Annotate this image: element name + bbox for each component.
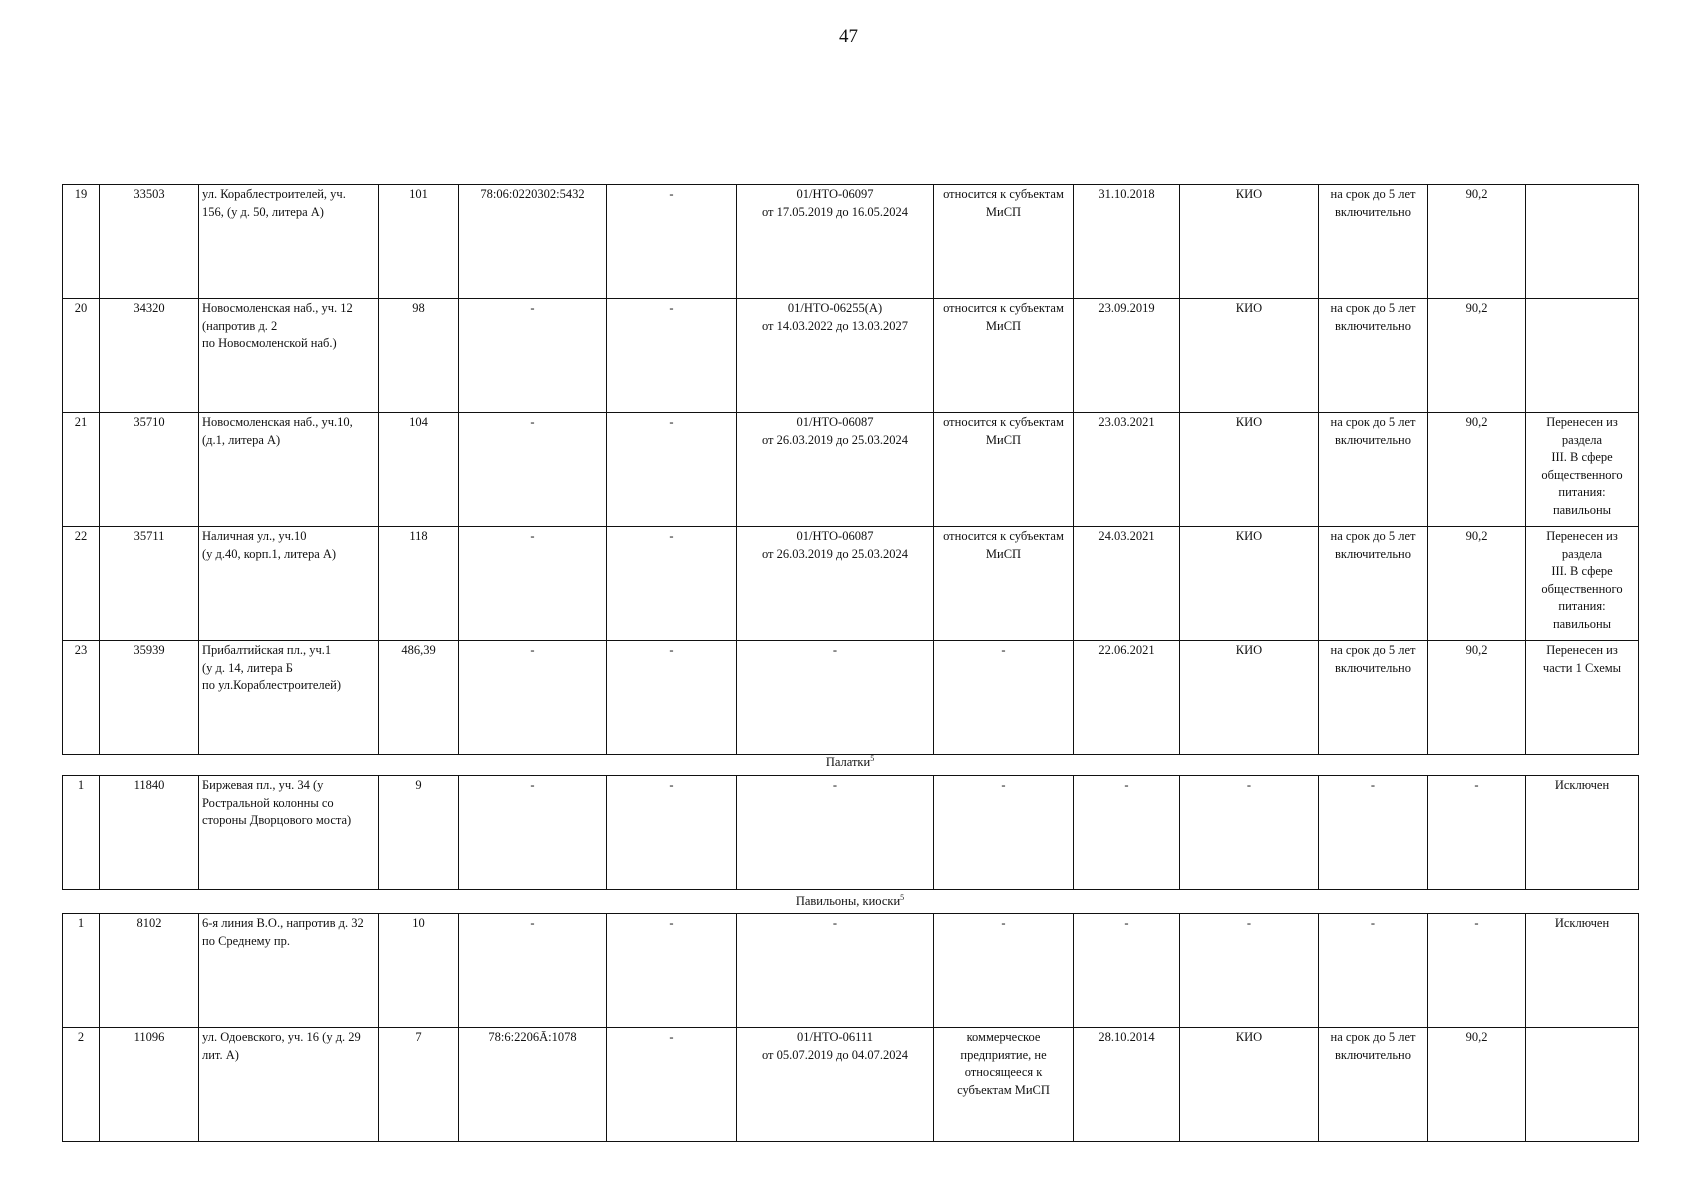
cell-address: Наличная ул., уч.10 (у д.40, корп.1, литера А) bbox=[199, 527, 379, 641]
cell-area: 10 bbox=[379, 914, 459, 1028]
cell-term: на срок до 5 лет включительно bbox=[1319, 299, 1428, 413]
cell-contract: 01/НТО-06111 от 05.07.2019 до 04.07.2024 bbox=[737, 1028, 934, 1142]
cell-cadastral-number: - bbox=[459, 299, 607, 413]
cell-col-6: - bbox=[607, 1028, 737, 1142]
cell-col-6: - bbox=[607, 641, 737, 755]
cell-smsp-status: относится к субъектам МиСП bbox=[934, 299, 1074, 413]
cell-note: Исключен bbox=[1526, 776, 1639, 890]
table-row bbox=[63, 1028, 1639, 1142]
table-row bbox=[63, 914, 1639, 1028]
cell-address: 6-я линия В.О., напротив д. 32 по Среднему пр. bbox=[199, 914, 379, 1028]
cell-cadastral-number: 78:6:2206Ā:1078 bbox=[459, 1028, 607, 1142]
cell-col-6: - bbox=[607, 185, 737, 299]
cell-address: Новосмоленская наб., уч. 12 (напротив д. 2 по Новосмоленской наб.) bbox=[199, 299, 379, 413]
cell-col-6: - bbox=[607, 776, 737, 890]
cell-object-code: 33503 bbox=[100, 185, 199, 299]
cell-authority: КИО bbox=[1180, 413, 1319, 527]
cell-cadastral-number: - bbox=[459, 527, 607, 641]
cell-area: 104 bbox=[379, 413, 459, 527]
cell-cadastral-number: - bbox=[459, 413, 607, 527]
cell-authority: - bbox=[1180, 914, 1319, 1028]
cell-cadastral-number: - bbox=[459, 641, 607, 755]
footnote-marker: 5 bbox=[870, 753, 875, 763]
cell-note bbox=[1526, 299, 1639, 413]
cell-date: 22.06.2021 bbox=[1074, 641, 1180, 755]
cell-authority: - bbox=[1180, 776, 1319, 890]
cell-row-number: 22 bbox=[63, 527, 100, 641]
cell-area: 98 bbox=[379, 299, 459, 413]
cell-area: 101 bbox=[379, 185, 459, 299]
cell-date: 23.03.2021 bbox=[1074, 413, 1180, 527]
cell-term: на срок до 5 лет включительно bbox=[1319, 413, 1428, 527]
cell-date: 23.09.2019 bbox=[1074, 299, 1180, 413]
cell-note: Перенесен из раздела III. В сфере общественного питания: павильоны bbox=[1526, 413, 1639, 527]
cell-cadastral-number: 78:06:0220302:5432 bbox=[459, 185, 607, 299]
cell-object-code: 34320 bbox=[100, 299, 199, 413]
cell-area: 486,39 bbox=[379, 641, 459, 755]
cell-smsp-status: - bbox=[934, 776, 1074, 890]
objects-table-tents bbox=[62, 775, 1639, 890]
table-row bbox=[63, 299, 1639, 413]
cell-price: 90,2 bbox=[1428, 413, 1526, 527]
cell-contract: - bbox=[737, 641, 934, 755]
cell-area: 7 bbox=[379, 1028, 459, 1142]
cell-price: 90,2 bbox=[1428, 527, 1526, 641]
cell-object-code: 35939 bbox=[100, 641, 199, 755]
table-row bbox=[63, 641, 1639, 755]
cell-address: ул. Кораблестроителей, уч. 156, (у д. 50, литера А) bbox=[199, 185, 379, 299]
cell-term: на срок до 5 лет включительно bbox=[1319, 185, 1428, 299]
cell-row-number: 1 bbox=[63, 776, 100, 890]
cell-row-number: 1 bbox=[63, 914, 100, 1028]
section-title-pavilions bbox=[62, 893, 1638, 909]
cell-object-code: 11840 bbox=[100, 776, 199, 890]
cell-col-6: - bbox=[607, 914, 737, 1028]
cell-row-number: 21 bbox=[63, 413, 100, 527]
cell-term: на срок до 5 лет включительно bbox=[1319, 1028, 1428, 1142]
cell-smsp-status: относится к субъектам МиСП bbox=[934, 413, 1074, 527]
cell-contract: 01/НТО-06097 от 17.05.2019 до 16.05.2024 bbox=[737, 185, 934, 299]
cell-contract: 01/НТО-06087 от 26.03.2019 до 25.03.2024 bbox=[737, 413, 934, 527]
cell-contract: - bbox=[737, 914, 934, 1028]
cell-authority: КИО bbox=[1180, 527, 1319, 641]
cell-smsp-status: коммерческое предприятие, не относящееся к субъектам МиСП bbox=[934, 1028, 1074, 1142]
cell-contract: 01/НТО-06087 от 26.03.2019 до 25.03.2024 bbox=[737, 527, 934, 641]
cell-price: 90,2 bbox=[1428, 299, 1526, 413]
cell-price: - bbox=[1428, 914, 1526, 1028]
cell-smsp-status: относится к субъектам МиСП bbox=[934, 185, 1074, 299]
table-row bbox=[63, 776, 1639, 890]
cell-term: - bbox=[1319, 776, 1428, 890]
cell-date: - bbox=[1074, 914, 1180, 1028]
cell-price: 90,2 bbox=[1428, 1028, 1526, 1142]
cell-area: 118 bbox=[379, 527, 459, 641]
cell-col-6: - bbox=[607, 413, 737, 527]
cell-note: Исключен bbox=[1526, 914, 1639, 1028]
cell-row-number: 20 bbox=[63, 299, 100, 413]
cell-authority: КИО bbox=[1180, 299, 1319, 413]
cell-date: - bbox=[1074, 776, 1180, 890]
cell-note bbox=[1526, 1028, 1639, 1142]
cell-smsp-status: относится к субъектам МиСП bbox=[934, 527, 1074, 641]
cell-authority: КИО bbox=[1180, 185, 1319, 299]
cell-object-code: 11096 bbox=[100, 1028, 199, 1142]
table-row bbox=[63, 413, 1639, 527]
cell-address: Прибалтийская пл., уч.1 (у д. 14, литера Б по ул.Кораблестроителей) bbox=[199, 641, 379, 755]
cell-contract: 01/НТО-06255(А) от 14.03.2022 до 13.03.2027 bbox=[737, 299, 934, 413]
objects-table-pavilions bbox=[62, 913, 1639, 1142]
objects-table-main bbox=[62, 184, 1639, 755]
cell-object-code: 8102 bbox=[100, 914, 199, 1028]
table-row bbox=[63, 185, 1639, 299]
cell-col-6: - bbox=[607, 527, 737, 641]
cell-smsp-status: - bbox=[934, 914, 1074, 1028]
cell-smsp-status: - bbox=[934, 641, 1074, 755]
page-number: 47 bbox=[839, 26, 858, 47]
section-title-text: Палатки bbox=[825, 755, 871, 769]
cell-contract: - bbox=[737, 776, 934, 890]
cell-note bbox=[1526, 185, 1639, 299]
cell-authority: КИО bbox=[1180, 641, 1319, 755]
cell-term: на срок до 5 лет включительно bbox=[1319, 527, 1428, 641]
cell-note: Перенесен из раздела III. В сфере общественного питания: павильоны bbox=[1526, 527, 1639, 641]
cell-cadastral-number: - bbox=[459, 914, 607, 1028]
cell-object-code: 35711 bbox=[100, 527, 199, 641]
cell-authority: КИО bbox=[1180, 1028, 1319, 1142]
cell-term: - bbox=[1319, 914, 1428, 1028]
cell-row-number: 2 bbox=[63, 1028, 100, 1142]
footnote-marker: 5 bbox=[900, 892, 905, 902]
cell-price: - bbox=[1428, 776, 1526, 890]
cell-price: 90,2 bbox=[1428, 641, 1526, 755]
cell-address: ул. Одоевского, уч. 16 (у д. 29 лит. А) bbox=[199, 1028, 379, 1142]
cell-row-number: 23 bbox=[63, 641, 100, 755]
section-title-text: Павильоны, киоски bbox=[795, 894, 901, 908]
cell-address: Новосмоленская наб., уч.10, (д.1, литера А) bbox=[199, 413, 379, 527]
cell-date: 24.03.2021 bbox=[1074, 527, 1180, 641]
table-row bbox=[63, 527, 1639, 641]
cell-area: 9 bbox=[379, 776, 459, 890]
cell-address: Биржевая пл., уч. 34 (у Ростральной колонны со стороны Дворцового моста) bbox=[199, 776, 379, 890]
cell-date: 28.10.2014 bbox=[1074, 1028, 1180, 1142]
cell-cadastral-number: - bbox=[459, 776, 607, 890]
cell-object-code: 35710 bbox=[100, 413, 199, 527]
cell-note: Перенесен из части 1 Схемы bbox=[1526, 641, 1639, 755]
cell-date: 31.10.2018 bbox=[1074, 185, 1180, 299]
cell-price: 90,2 bbox=[1428, 185, 1526, 299]
cell-col-6: - bbox=[607, 299, 737, 413]
section-title-tents bbox=[62, 754, 1638, 770]
cell-row-number: 19 bbox=[63, 185, 100, 299]
cell-term: на срок до 5 лет включительно bbox=[1319, 641, 1428, 755]
